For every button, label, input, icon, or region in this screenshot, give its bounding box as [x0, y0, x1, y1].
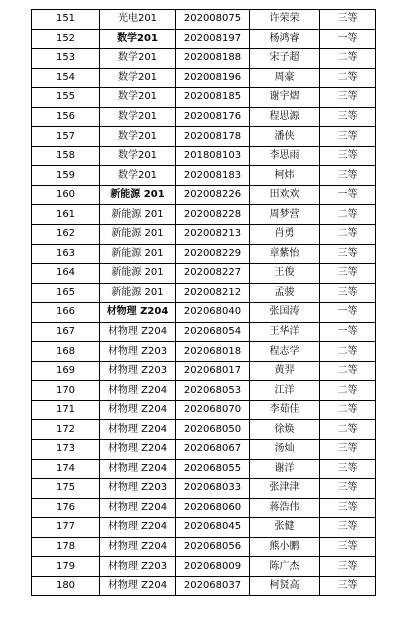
award-level-cell: 三等 [320, 88, 376, 108]
table-row [32, 127, 376, 147]
student-name-cell: 周豪 [250, 68, 320, 88]
student-id-cell: 202068056 [176, 537, 250, 557]
student-id-cell: 201808103 [176, 146, 250, 166]
student-name-cell: 王华洋 [250, 322, 320, 342]
award-level-cell: 二等 [320, 361, 376, 381]
table-row [32, 225, 376, 245]
student-name-cell: 李茹佳 [250, 400, 320, 420]
student-id-cell: 202008212 [176, 283, 250, 303]
class-cell: 材物理 Z203 [100, 479, 176, 499]
student-id-cell: 202068050 [176, 420, 250, 440]
award-level-cell: 三等 [320, 576, 376, 596]
award-level-cell: 一等 [320, 185, 376, 205]
serial-number-cell: 172 [32, 420, 100, 440]
table-row [32, 303, 376, 323]
serial-number-cell: 180 [32, 576, 100, 596]
student-id-cell: 202068017 [176, 361, 250, 381]
class-cell: 数学201 [100, 49, 176, 69]
class-cell: 材物理 Z204 [100, 322, 176, 342]
table-row [32, 146, 376, 166]
class-cell: 数学201 [100, 107, 176, 127]
student-name-cell: 谢洋 [250, 459, 320, 479]
award-level-cell: 二等 [320, 205, 376, 225]
table-row [32, 440, 376, 460]
award-level-cell: 二等 [320, 342, 376, 362]
table-row [32, 459, 376, 479]
student-id-cell: 202008229 [176, 244, 250, 264]
award-level-cell: 二等 [320, 68, 376, 88]
serial-number-cell: 152 [32, 29, 100, 49]
student-id-cell: 202008197 [176, 29, 250, 49]
table-row [32, 29, 376, 49]
student-id-cell: 202068070 [176, 400, 250, 420]
table-row [32, 88, 376, 108]
award-level-cell: 二等 [320, 49, 376, 69]
serial-number-cell: 174 [32, 459, 100, 479]
serial-number-cell: 178 [32, 537, 100, 557]
award-level-cell: 三等 [320, 166, 376, 186]
class-cell: 材物理 Z204 [100, 381, 176, 401]
student-id-cell: 202008227 [176, 264, 250, 284]
student-name-cell: 柯贤高 [250, 576, 320, 596]
serial-number-cell: 158 [32, 146, 100, 166]
student-name-cell: 杨鸿睿 [250, 29, 320, 49]
serial-number-cell: 171 [32, 400, 100, 420]
award-level-cell: 二等 [320, 420, 376, 440]
class-cell: 数学201 [100, 68, 176, 88]
student-name-cell: 潘侠 [250, 127, 320, 147]
serial-number-cell: 156 [32, 107, 100, 127]
table-row [32, 185, 376, 205]
award-level-cell: 一等 [320, 29, 376, 49]
serial-number-cell: 164 [32, 264, 100, 284]
serial-number-cell: 154 [32, 68, 100, 88]
serial-number-cell: 151 [32, 10, 100, 30]
serial-number-cell: 170 [32, 381, 100, 401]
serial-number-cell: 169 [32, 361, 100, 381]
table-row [32, 361, 376, 381]
class-cell: 新能源 201 [100, 283, 176, 303]
serial-number-cell: 163 [32, 244, 100, 264]
student-name-cell: 程思源 [250, 107, 320, 127]
table-row [32, 205, 376, 225]
student-id-cell: 202068067 [176, 440, 250, 460]
student-id-cell: 202008176 [176, 107, 250, 127]
serial-number-cell: 157 [32, 127, 100, 147]
class-cell: 材物理 Z203 [100, 557, 176, 577]
student-id-cell: 202068053 [176, 381, 250, 401]
serial-number-cell: 177 [32, 518, 100, 538]
student-name-cell: 章紫怡 [250, 244, 320, 264]
serial-number-cell: 179 [32, 557, 100, 577]
award-level-cell: 三等 [320, 498, 376, 518]
student-id-cell: 202068033 [176, 479, 250, 499]
table-row [32, 400, 376, 420]
student-name-cell: 李思雨 [250, 146, 320, 166]
serial-number-cell: 161 [32, 205, 100, 225]
student-name-cell: 孟骏 [250, 283, 320, 303]
class-cell: 材物理 Z204 [100, 400, 176, 420]
class-cell: 数学201 [100, 146, 176, 166]
class-cell: 数学201 [100, 166, 176, 186]
table-row [32, 557, 376, 577]
class-cell: 材物理 Z204 [100, 537, 176, 557]
student-name-cell: 许荣荣 [250, 10, 320, 30]
student-name-cell: 张津津 [250, 479, 320, 499]
serial-number-cell: 162 [32, 225, 100, 245]
student-name-cell: 谢宇熠 [250, 88, 320, 108]
student-name-cell: 王俊 [250, 264, 320, 284]
class-cell: 新能源 201 [100, 264, 176, 284]
award-level-cell: 三等 [320, 537, 376, 557]
student-id-cell: 202008188 [176, 49, 250, 69]
table-row [32, 264, 376, 284]
award-level-cell: 三等 [320, 146, 376, 166]
serial-number-cell: 167 [32, 322, 100, 342]
serial-number-cell: 168 [32, 342, 100, 362]
table-row [32, 420, 376, 440]
table-row [32, 342, 376, 362]
student-id-cell: 202008075 [176, 10, 250, 30]
table-row [32, 244, 376, 264]
class-cell: 数学201 [100, 127, 176, 147]
table-row [32, 518, 376, 538]
table-row [32, 166, 376, 186]
award-level-cell: 三等 [320, 459, 376, 479]
award-level-cell: 二等 [320, 381, 376, 401]
table-row [32, 10, 376, 30]
student-name-cell: 熊小鹏 [250, 537, 320, 557]
class-cell: 材物理 Z204 [100, 498, 176, 518]
student-id-cell: 202068040 [176, 303, 250, 323]
student-id-cell: 202068045 [176, 518, 250, 538]
table-row [32, 576, 376, 596]
award-level-cell: 一等 [320, 322, 376, 342]
student-name-cell: 周梦营 [250, 205, 320, 225]
student-name-cell: 陈广杰 [250, 557, 320, 577]
serial-number-cell: 155 [32, 88, 100, 108]
class-cell: 新能源 201 [100, 205, 176, 225]
award-level-cell: 三等 [320, 557, 376, 577]
student-id-cell: 202008178 [176, 127, 250, 147]
award-level-cell: 三等 [320, 479, 376, 499]
roster-body [32, 10, 376, 596]
table-row [32, 479, 376, 499]
student-id-cell: 202008196 [176, 68, 250, 88]
serial-number-cell: 160 [32, 185, 100, 205]
student-id-cell: 202008228 [176, 205, 250, 225]
award-level-cell: 二等 [320, 400, 376, 420]
student-id-cell: 202068055 [176, 459, 250, 479]
student-name-cell: 程志学 [250, 342, 320, 362]
serial-number-cell: 166 [32, 303, 100, 323]
student-name-cell: 柯炜 [250, 166, 320, 186]
table-row [32, 68, 376, 88]
table-row [32, 381, 376, 401]
award-roster-table [31, 9, 376, 596]
student-name-cell: 肖勇 [250, 225, 320, 245]
class-cell: 材物理 Z204 [100, 576, 176, 596]
class-cell: 材物理 Z203 [100, 342, 176, 362]
table-row [32, 107, 376, 127]
student-id-cell: 202068018 [176, 342, 250, 362]
class-cell: 数学201 [100, 29, 176, 49]
serial-number-cell: 175 [32, 479, 100, 499]
award-level-cell: 三等 [320, 518, 376, 538]
class-cell: 数学201 [100, 88, 176, 108]
class-cell: 光电201 [100, 10, 176, 30]
class-cell: 新能源 201 [100, 185, 176, 205]
table-row [32, 498, 376, 518]
award-level-cell: 三等 [320, 264, 376, 284]
student-id-cell: 202008226 [176, 185, 250, 205]
class-cell: 新能源 201 [100, 225, 176, 245]
award-level-cell: 三等 [320, 244, 376, 264]
class-cell: 材物理 Z203 [100, 361, 176, 381]
student-name-cell: 黄羿 [250, 361, 320, 381]
award-level-cell: 三等 [320, 440, 376, 460]
class-cell: 材物理 Z204 [100, 440, 176, 460]
award-level-cell: 三等 [320, 10, 376, 30]
student-id-cell: 202068054 [176, 322, 250, 342]
student-id-cell: 202008213 [176, 225, 250, 245]
student-id-cell: 202068037 [176, 576, 250, 596]
student-name-cell: 汤灿 [250, 440, 320, 460]
student-name-cell: 张国涛 [250, 303, 320, 323]
serial-number-cell: 165 [32, 283, 100, 303]
serial-number-cell: 176 [32, 498, 100, 518]
student-id-cell: 202008185 [176, 88, 250, 108]
student-name-cell: 张健 [250, 518, 320, 538]
table-row [32, 322, 376, 342]
student-name-cell: 徐焕 [250, 420, 320, 440]
student-name-cell: 宋子超 [250, 49, 320, 69]
class-cell: 材物理 Z204 [100, 303, 176, 323]
table-row [32, 49, 376, 69]
class-cell: 材物理 Z204 [100, 459, 176, 479]
class-cell: 材物理 Z204 [100, 420, 176, 440]
table-row [32, 537, 376, 557]
table-row [32, 283, 376, 303]
serial-number-cell: 159 [32, 166, 100, 186]
student-id-cell: 202068060 [176, 498, 250, 518]
serial-number-cell: 153 [32, 49, 100, 69]
award-level-cell: 三等 [320, 283, 376, 303]
student-name-cell: 蒋浩伟 [250, 498, 320, 518]
award-level-cell: 三等 [320, 107, 376, 127]
student-name-cell: 田欢欢 [250, 185, 320, 205]
award-level-cell: 三等 [320, 127, 376, 147]
award-level-cell: 二等 [320, 225, 376, 245]
student-id-cell: 202068009 [176, 557, 250, 577]
award-level-cell: 一等 [320, 303, 376, 323]
class-cell: 材物理 Z204 [100, 518, 176, 538]
student-id-cell: 202008183 [176, 166, 250, 186]
class-cell: 新能源 201 [100, 244, 176, 264]
student-name-cell: 江洋 [250, 381, 320, 401]
serial-number-cell: 173 [32, 440, 100, 460]
